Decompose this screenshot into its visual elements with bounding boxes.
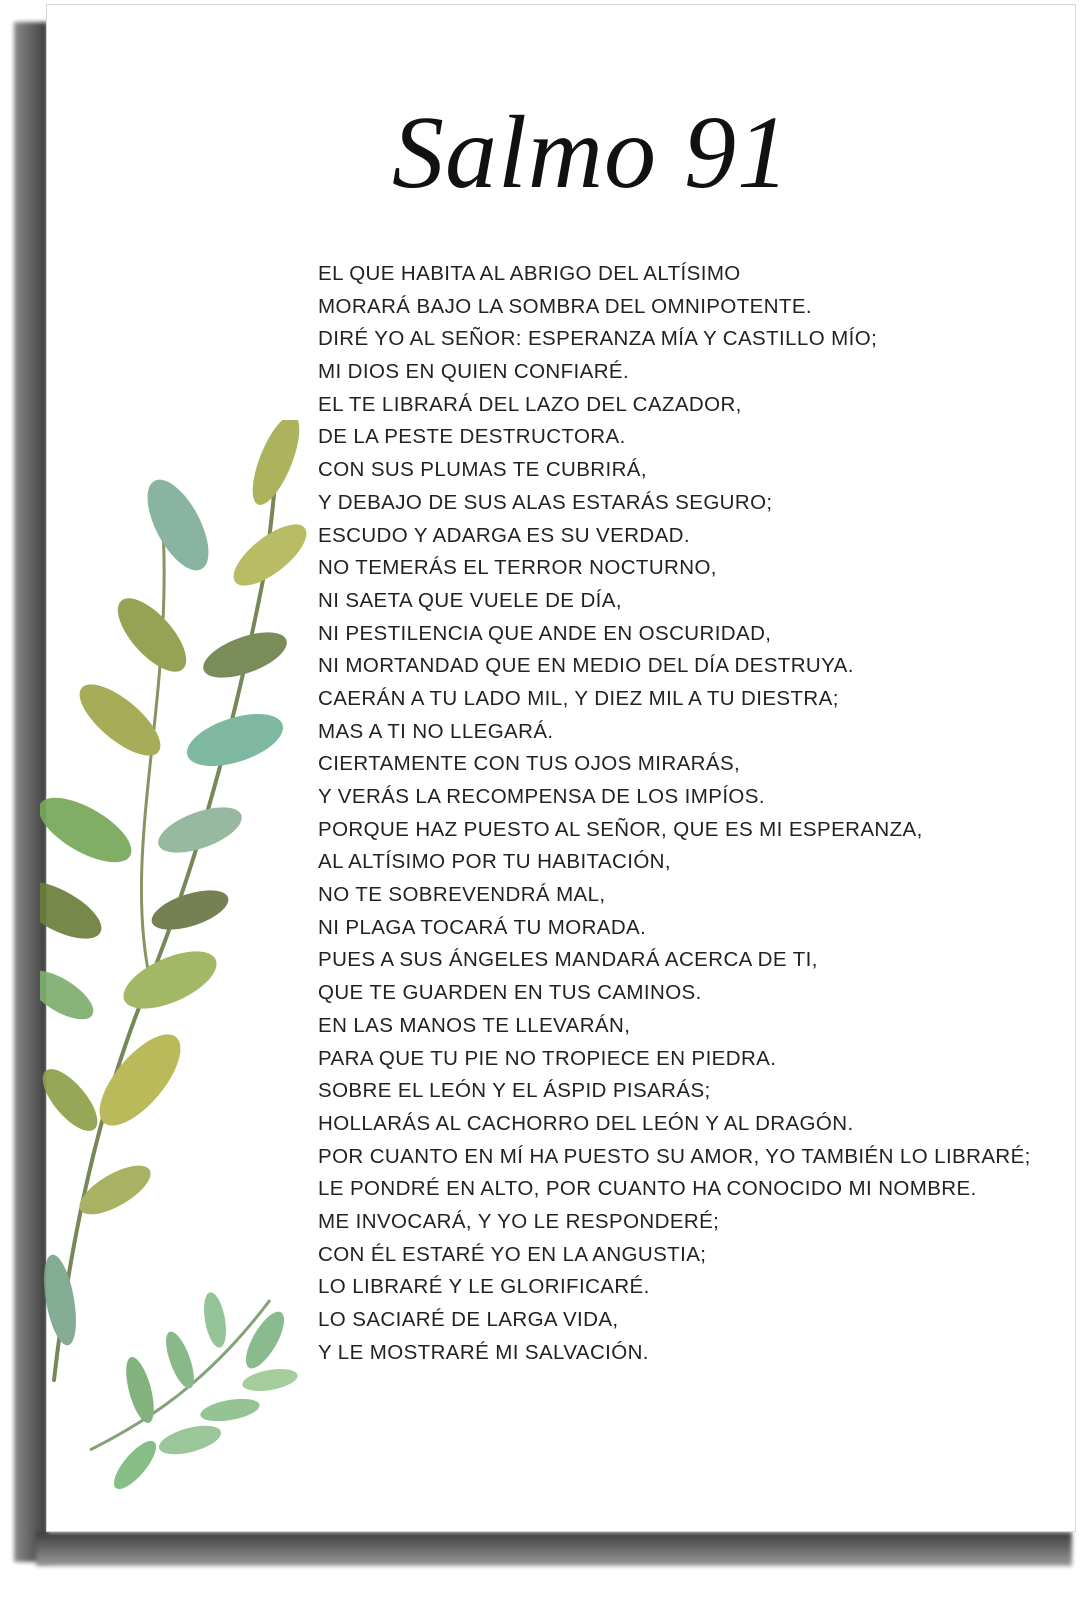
verse-line: MAS A TI NO LLEGARÁ. <box>318 719 554 743</box>
verse-line: Y DEBAJO DE SUS ALAS ESTARÁS SEGURO; <box>318 490 773 514</box>
verse-line: NO TE SOBREVENDRÁ MAL, <box>318 883 606 907</box>
verse-line: Y LE MOSTRARÉ MI SALVACIÓN. <box>318 1340 649 1364</box>
verse-line: MI DIOS EN QUIEN CONFIARÉ. <box>318 360 630 384</box>
verse-line: CON ÉL ESTARÉ YO EN LA ANGUSTIA; <box>318 1242 707 1266</box>
verse-line: ME INVOCARÁ, Y YO LE RESPONDERÉ; <box>318 1209 720 1233</box>
verse-line: CIERTAMENTE CON TUS OJOS MIRARÁS, <box>318 752 741 776</box>
canvas-edge-shadow-bottom <box>36 1532 1072 1566</box>
verse-line: NI PESTILENCIA QUE ANDE EN OSCURIDAD, <box>318 621 772 645</box>
verse-line: EL TE LIBRARÁ DEL LAZO DEL CAZADOR, <box>318 392 742 416</box>
verse-line: PARA QUE TU PIE NO TROPIECE EN PIEDRA. <box>318 1046 777 1070</box>
verse-line: PUES A SUS ÁNGELES MANDARÁ ACERCA DE TI, <box>318 948 818 972</box>
verse-line: POR CUANTO EN MÍ HA PUESTO SU AMOR, YO TAMBIÉN LO LIBRARÉ; <box>318 1144 1031 1168</box>
verse-line: CON SUS PLUMAS TE CUBRIRÁ, <box>318 458 647 482</box>
verse-line: LO SACIARÉ DE LARGA VIDA, <box>318 1308 619 1331</box>
verse-line: CAERÁN A TU LADO MIL, Y DIEZ MIL A TU DIESTRA; <box>318 686 839 710</box>
verse-line: DIRÉ YO AL SEÑOR: ESPERANZA MÍA Y CASTILLO MÍO; <box>318 327 878 351</box>
verse-line: EN LAS MANOS TE LLEVARÁN, <box>318 1013 631 1037</box>
verse-line: HOLLARÁS AL CACHORRO DEL LEÓN Y AL DRAGÓN. <box>318 1111 854 1135</box>
verse-line: PORQUE HAZ PUESTO AL SEÑOR, QUE ES MI ESPERANZA, <box>318 817 923 841</box>
verse-line: QUE TE GUARDEN EN TUS CAMINOS. <box>318 981 702 1005</box>
verse-line: NO TEMERÁS EL TERROR NOCTURNO, <box>318 556 717 580</box>
verse-line: AL ALTÍSIMO POR TU HABITACIÓN, <box>318 850 671 874</box>
verse-line: NI MORTANDAD QUE EN MEDIO DEL DÍA DESTRUYA. <box>318 654 854 678</box>
verse-line: LO LIBRARÉ Y LE GLORIFICARÉ. <box>318 1275 650 1299</box>
verse-line: SOBRE EL LEÓN Y EL ÁSPID PISARÁS; <box>318 1079 711 1103</box>
verse-line: DE LA PESTE DESTRUCTORA. <box>318 425 626 449</box>
page-title: Salmo 91 <box>392 95 790 210</box>
verse-line: ESCUDO Y ADARGA ES SU VERDAD. <box>318 523 690 547</box>
verse-line: EL QUE HABITA AL ABRIGO DEL ALTÍSIMO <box>318 262 741 285</box>
verse-line: NI SAETA QUE VUELE DE DÍA, <box>318 588 622 612</box>
psalm-verse-list <box>318 258 1058 1369</box>
verse-line: LE PONDRÉ EN ALTO, POR CUANTO HA CONOCIDO MI NOMBRE. <box>318 1177 977 1201</box>
verse-line: Y VERÁS LA RECOMPENSA DE LOS IMPÍOS. <box>318 785 765 808</box>
eucalyptus-branch-illustration <box>40 420 340 1500</box>
verse-line: NI PLAGA TOCARÁ TU MORADA. <box>318 915 647 939</box>
verse-line: MORARÁ BAJO LA SOMBRA DEL OMNIPOTENTE. <box>318 294 813 318</box>
